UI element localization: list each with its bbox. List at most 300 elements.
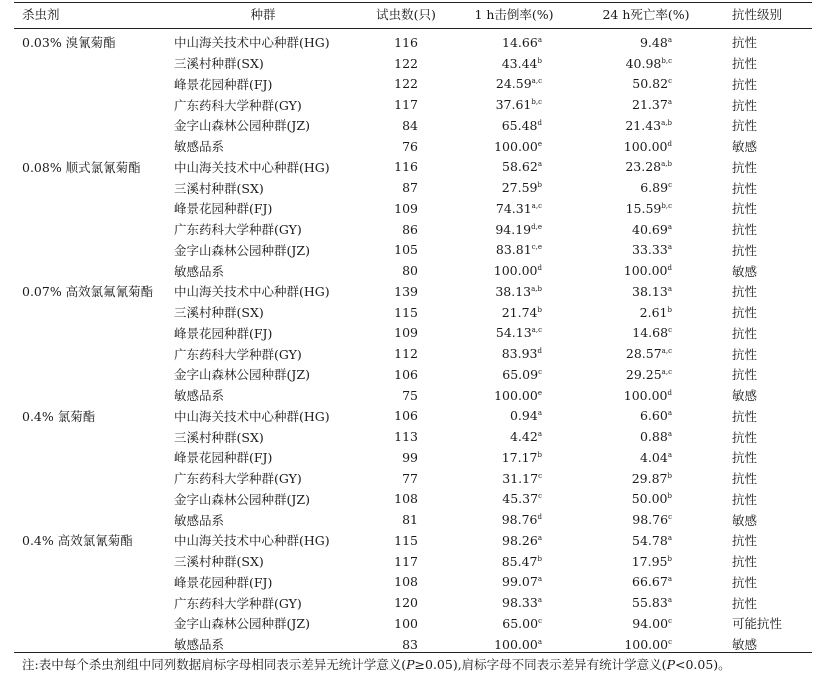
sample-size-cell: 116 [394,34,418,50]
sample-size-cell: 106 [394,366,418,382]
resistance-level-cell: 抗性 [732,284,758,300]
knockdown-cell [448,385,580,406]
mortality-cell-superscript: b,c [661,56,672,65]
population-cell: 敏感品系 [174,139,225,155]
insecticide-cell [14,74,162,95]
mortality-cell-value: 100.00 [623,387,668,403]
mortality-cell-superscript: b [667,554,672,563]
resistance-level-cell: 抗性 [732,180,758,196]
mortality-cell [580,426,712,447]
knockdown-cell-value: 31.17 [502,470,539,486]
knockdown-cell [448,177,580,198]
knockdown-cell-superscript: a [537,533,542,542]
mortality-cell-superscript: a,c [661,347,672,356]
knockdown-cell-value: 65.00 [502,615,539,631]
population-cell: 广东药科大学种群(GY) [174,346,302,362]
knockdown-cell-superscript: c [538,471,542,480]
resistance-level-cell: 抗性 [732,595,758,611]
knockdown-cell-value: 43.44 [501,55,538,71]
sample-size-cell: 109 [394,325,418,341]
mortality-cell [580,530,712,551]
resistance-level-cell: 抗性 [732,429,758,445]
knockdown-cell-superscript: a [537,575,542,584]
sample-size-cell: 81 [402,512,418,528]
knockdown-cell [448,572,580,593]
sample-size-cell: 122 [394,55,418,71]
mortality-cell-superscript: a,b [661,160,672,169]
table-row [14,198,812,219]
mortality-cell [580,613,712,634]
mortality-cell-superscript: d [667,264,672,273]
insecticide-cell [14,136,162,157]
resistance-level-cell: 敏感 [732,139,758,155]
mortality-cell-superscript: c [668,326,672,335]
knockdown-cell-superscript: a [537,637,542,646]
knockdown-cell-superscript: b,c [531,98,542,107]
insecticide-cell [14,613,162,634]
insecticide-cell [14,551,162,572]
knockdown-cell [448,28,580,53]
sample-size-cell: 139 [394,283,418,299]
insecticide-cell: 0.08% 顺式氯氰菊酯 [22,159,141,175]
insecticide-cell [14,489,162,510]
mortality-cell [580,177,712,198]
sample-size-cell: 108 [394,574,418,590]
mortality-cell [580,385,712,406]
insecticide-cell [14,115,162,136]
header-insecticide: 杀虫剂 [22,7,60,22]
knockdown-cell-value: 38.13 [495,283,532,299]
population-cell: 峰景花园种群(FJ) [174,76,273,92]
mortality-cell [580,260,712,281]
mortality-cell-value: 38.13 [632,283,668,299]
knockdown-cell-value: 98.76 [501,512,538,528]
sample-size-cell: 122 [394,76,418,92]
knockdown-cell [448,592,580,613]
population-cell: 三溪村种群(SX) [174,554,264,570]
population-cell: 广东药科大学种群(GY) [174,471,302,487]
table-row [14,551,812,572]
population-cell: 敏感品系 [174,637,225,653]
knockdown-cell [448,302,580,323]
knockdown-cell-superscript: b [537,554,542,563]
knockdown-cell-superscript: a [537,35,542,44]
knockdown-cell [448,406,580,427]
knockdown-cell-superscript: a,b [531,284,542,293]
table-row [14,323,812,344]
insecticide-cell [14,198,162,219]
header-population: 种群 [250,7,276,22]
mortality-cell-superscript: c [668,77,672,86]
mortality-cell [580,323,712,344]
table-row [14,240,812,261]
resistance-level-cell: 抗性 [732,35,758,51]
mortality-cell-value: 6.60 [639,408,668,424]
population-cell: 三溪村种群(SX) [174,180,264,196]
knockdown-cell [448,468,580,489]
mortality-cell-value: 17.95 [631,553,668,569]
knockdown-cell-superscript: a [537,160,542,169]
sample-size-cell: 113 [394,429,418,445]
mortality-cell [580,281,712,302]
sample-size-cell: 99 [402,449,418,465]
knockdown-cell-superscript: c [538,367,542,376]
knockdown-cell-superscript: a,c [531,77,542,86]
knockdown-cell-value: 14.66 [502,34,538,50]
resistance-level-cell: 抗性 [732,408,758,424]
footnote-part2: ≥0.05),肩标字母不同表示差异有统计学意义( [414,657,667,672]
table-row [14,74,812,95]
population-cell: 广东药科大学种群(GY) [174,222,302,238]
table-row [14,385,812,406]
knockdown-cell [448,74,580,95]
header-resistance-level: 抗性级别 [732,7,783,22]
table-row [14,115,812,136]
mortality-cell-superscript: a [667,596,672,605]
knockdown-cell-value: 98.33 [502,595,538,611]
knockdown-cell [448,136,580,157]
mortality-cell-superscript: d [667,388,672,397]
mortality-cell [580,136,712,157]
mortality-cell [580,364,712,385]
mortality-cell [580,74,712,95]
knockdown-cell-value: 0.94 [509,408,538,424]
knockdown-cell-value: 85.47 [501,553,538,569]
sample-size-cell: 117 [394,553,418,569]
mortality-cell-superscript: b [667,492,672,501]
population-cell: 敏感品系 [174,388,225,404]
knockdown-cell-superscript: d [537,264,542,273]
mortality-cell-value: 66.67 [632,574,668,590]
population-cell: 三溪村种群(SX) [174,305,264,321]
mortality-cell-superscript: d [667,139,672,148]
header-knockdown-rate: 1 h击倒率(%) [474,7,554,22]
knockdown-cell-value: 65.48 [501,117,538,133]
insecticide-cell [14,177,162,198]
knockdown-cell [448,94,580,115]
knockdown-cell-value: 98.26 [502,532,538,548]
population-cell: 峰景花园种群(FJ) [174,450,273,466]
mortality-cell [580,592,712,613]
table-row [14,572,812,593]
insecticide-cell [14,592,162,613]
table-body [14,28,812,655]
mortality-cell [580,406,712,427]
insecticide-cell [14,385,162,406]
insecticide-cell [14,302,162,323]
sample-size-cell: 116 [394,159,418,175]
mortality-cell-value: 4.04 [639,449,668,465]
knockdown-cell-superscript: d [537,347,542,356]
knockdown-cell-superscript: e [537,388,542,397]
insecticide-cell [14,260,162,281]
knockdown-cell [448,281,580,302]
mortality-cell [580,240,712,261]
mortality-cell [580,572,712,593]
insecticide-cell: 0.03% 溴氰菊酯 [22,35,116,51]
knockdown-cell-superscript: c [538,492,542,501]
insecticide-cell [14,94,162,115]
knockdown-cell-value: 100.00 [494,138,538,154]
table-row [14,489,812,510]
header-row [14,0,812,28]
knockdown-cell-superscript: d [537,118,542,127]
knockdown-cell [448,323,580,344]
population-cell: 敏感品系 [174,512,225,528]
table-row [14,509,812,530]
knockdown-cell [448,613,580,634]
resistance-level-cell: 抗性 [732,325,758,341]
header-sample-size: 试虫数(只) [376,7,436,22]
knockdown-cell-superscript: c,e [531,243,542,252]
knockdown-cell-value: 21.74 [501,304,538,320]
population-cell: 中山海关技术中心种群(HG) [174,284,330,300]
knockdown-cell [448,240,580,261]
resistance-level-cell: 抗性 [732,222,758,238]
knockdown-cell [448,509,580,530]
mortality-cell-superscript: a [667,98,672,107]
mortality-cell-value: 29.87 [631,470,668,486]
insecticide-cell [14,572,162,593]
table-row [14,468,812,489]
resistance-level-cell: 抗性 [732,242,758,258]
insecticide-cell [14,53,162,74]
knockdown-cell-superscript: b [537,181,542,190]
mortality-cell [580,447,712,468]
mortality-cell [580,115,712,136]
mortality-cell-value: 21.37 [632,97,668,113]
knockdown-cell-value: 83.81 [495,242,532,258]
mortality-cell-value: 100.00 [623,263,668,279]
mortality-cell-superscript: a [667,284,672,293]
knockdown-cell [448,343,580,364]
knockdown-cell-value: 99.07 [502,574,538,590]
sample-size-cell: 75 [402,387,418,403]
table-row [14,28,812,53]
table-row [14,613,812,634]
sample-size-cell: 87 [402,180,418,196]
population-cell: 中山海关技术中心种群(HG) [174,533,330,549]
knockdown-cell [448,551,580,572]
mortality-cell [580,343,712,364]
resistance-level-cell: 敏感 [732,388,758,404]
mortality-cell-superscript: a [667,575,672,584]
knockdown-cell [448,157,580,178]
knockdown-cell-superscript: a [537,430,542,439]
footnote-p-symbol: P [666,657,675,672]
table-row [14,426,812,447]
sample-size-cell: 80 [402,263,418,279]
mortality-cell-value: 50.82 [632,76,669,92]
insecticide-cell [14,343,162,364]
resistance-level-cell: 抗性 [732,450,758,466]
insecticide-cell: 0.4% 高效氯氰菊酯 [22,533,133,549]
insecticide-cell [14,219,162,240]
knockdown-cell-value: 17.17 [501,449,538,465]
table-footnote [22,655,731,673]
sample-size-cell: 84 [402,117,418,133]
mortality-cell-value: 100.00 [624,636,669,652]
mortality-cell-superscript: c [668,513,672,522]
resistance-level-cell: 抗性 [732,56,758,72]
mortality-cell-superscript: a [667,450,672,459]
mortality-cell [580,634,712,655]
knockdown-cell-superscript: b [537,450,542,459]
population-cell: 金字山森林公园种群(JZ) [174,491,310,507]
knockdown-cell [448,53,580,74]
mortality-cell [580,302,712,323]
insecticide-cell [14,468,162,489]
knockdown-cell-value: 54.13 [495,325,532,341]
mortality-cell [580,551,712,572]
mortality-cell-superscript: b [667,471,672,480]
knockdown-cell-value: 24.59 [495,76,532,92]
resistance-level-cell: 抗性 [732,97,758,113]
resistance-level-cell: 抗性 [732,367,758,383]
knockdown-cell [448,364,580,385]
resistance-level-cell: 可能抗性 [732,616,783,632]
insecticide-cell [14,240,162,261]
mortality-cell-value: 6.89 [640,180,669,196]
mortality-cell-superscript: c [668,181,672,190]
mortality-cell-value: 15.59 [625,200,662,216]
resistance-level-cell: 抗性 [732,346,758,362]
knockdown-cell-superscript: a [537,409,542,418]
knockdown-cell [448,260,580,281]
insecticide-cell [14,447,162,468]
sample-size-cell: 109 [394,200,418,216]
mortality-cell-value: 94.00 [632,615,669,631]
mortality-cell-value: 9.48 [639,34,668,50]
knockdown-cell-value: 94.19 [495,221,532,237]
mortality-cell-superscript: a [667,409,672,418]
knockdown-cell [448,530,580,551]
mortality-cell-value: 50.00 [631,491,668,507]
table-row [14,136,812,157]
mortality-cell-superscript: a,b [661,118,672,127]
population-cell: 敏感品系 [174,263,225,279]
mortality-cell-superscript: a [667,430,672,439]
sample-size-cell: 105 [394,242,418,258]
insecticide-cell [14,323,162,344]
mortality-cell [580,489,712,510]
mortality-cell-value: 40.98 [625,55,662,71]
sample-size-cell: 108 [394,491,418,507]
resistance-table [14,0,812,655]
table-row [14,260,812,281]
table-row [14,343,812,364]
mortality-cell [580,509,712,530]
mortality-cell-value: 28.57 [625,346,662,362]
footnote-part3: <0.05)。 [674,657,731,672]
mortality-cell-value: 98.76 [632,512,669,528]
sample-size-cell: 117 [394,97,418,113]
sample-size-cell: 106 [394,408,418,424]
population-cell: 中山海关技术中心种群(HG) [174,159,330,175]
insecticide-cell: 0.07% 高效氯氟氰菊酯 [22,284,154,300]
mortality-cell-value: 54.78 [632,532,668,548]
table-row [14,219,812,240]
knockdown-cell [448,426,580,447]
population-cell: 三溪村种群(SX) [174,429,264,445]
mortality-cell-superscript: c [668,616,672,625]
knockdown-cell-value: 27.59 [501,180,538,196]
population-cell: 中山海关技术中心种群(HG) [174,35,330,51]
knockdown-cell-value: 100.00 [493,263,538,279]
mortality-cell-superscript: a [667,243,672,252]
mortality-cell-superscript: b,c [661,201,672,210]
sample-size-cell: 120 [394,595,418,611]
mortality-cell-superscript: a,c [661,367,672,376]
knockdown-cell-superscript: a [537,596,542,605]
mortality-cell [580,94,712,115]
resistance-level-cell: 抗性 [732,118,758,134]
resistance-level-cell: 敏感 [732,263,758,279]
mortality-cell-value: 100.00 [623,138,668,154]
sample-size-cell: 100 [394,615,418,631]
knockdown-cell [448,115,580,136]
table-row [14,364,812,385]
mortality-cell-value: 0.88 [639,429,668,445]
population-cell: 中山海关技术中心种群(HG) [174,408,330,424]
knockdown-cell [448,489,580,510]
knockdown-cell [448,634,580,655]
table-row [14,281,812,302]
table-row [14,447,812,468]
mortality-cell-superscript: c [668,637,672,646]
sample-size-cell: 115 [394,532,418,548]
population-cell: 金字山森林公园种群(JZ) [174,242,310,258]
insecticide-cell [14,364,162,385]
mortality-cell [580,468,712,489]
resistance-level-cell: 抗性 [732,201,758,217]
mortality-cell-value: 29.25 [625,366,662,382]
insecticide-cell [14,634,162,655]
sample-size-cell: 86 [402,221,418,237]
knockdown-cell-value: 100.00 [494,387,538,403]
sample-size-cell: 115 [394,304,418,320]
mortality-cell [580,28,712,53]
knockdown-cell-superscript: a,c [531,326,542,335]
table-row [14,530,812,551]
mortality-cell [580,53,712,74]
resistance-level-cell: 敏感 [732,512,758,528]
resistance-level-cell: 抗性 [732,574,758,590]
knockdown-cell-value: 37.61 [495,97,532,113]
sample-size-cell: 77 [402,470,418,486]
table-row [14,157,812,178]
knockdown-cell-superscript: d [537,513,542,522]
table-row [14,94,812,115]
resistance-level-cell: 抗性 [732,533,758,549]
footnote-p-symbol: P [406,657,415,672]
knockdown-cell-value: 58.62 [502,159,538,175]
knockdown-cell-value: 83.93 [501,346,538,362]
insecticide-cell: 0.4% 氯菊酯 [22,408,96,424]
mortality-cell-value: 23.28 [625,159,662,175]
knockdown-cell [448,447,580,468]
mortality-cell-value: 21.43 [625,117,662,133]
knockdown-cell-superscript: b [537,305,542,314]
resistance-level-cell: 抗性 [732,554,758,570]
knockdown-cell-superscript: a,c [531,201,542,210]
sample-size-cell: 83 [402,636,418,652]
sample-size-cell: 112 [394,346,418,362]
table-row [14,406,812,427]
knockdown-cell-superscript: e [537,139,542,148]
insecticide-cell [14,509,162,530]
resistance-level-cell: 抗性 [732,159,758,175]
